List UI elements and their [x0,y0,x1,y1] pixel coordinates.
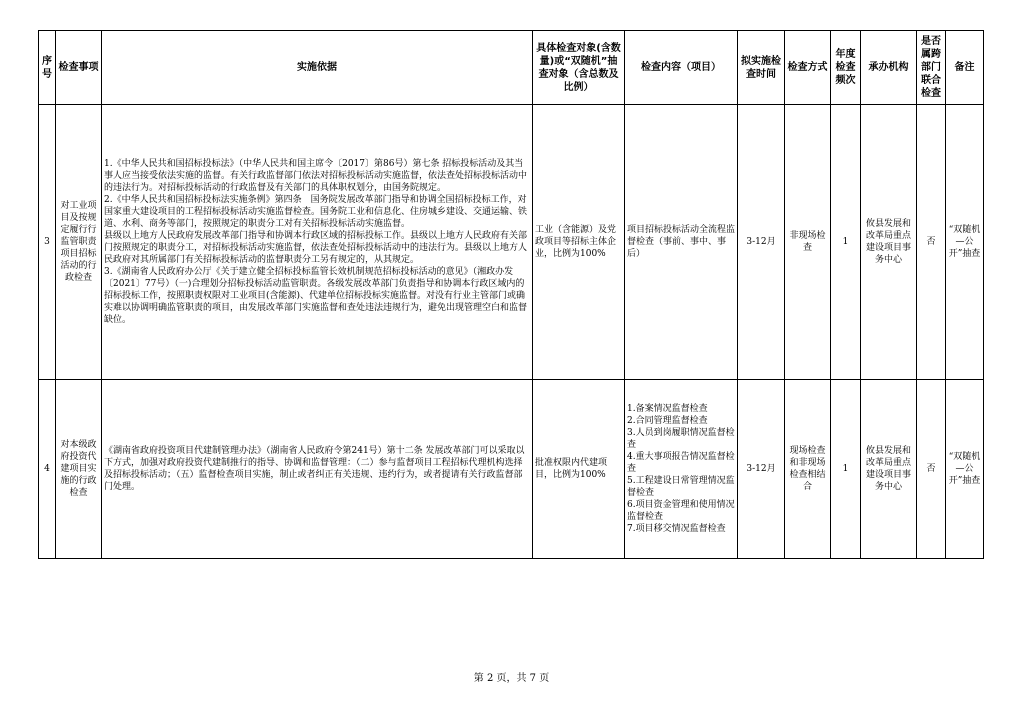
header-item: 检查事项 [56,31,102,105]
row-org: 攸县发展和改革局重点建设项目事务中心 [861,380,917,559]
content-item: 1.备案情况监督检查 [627,404,708,414]
header-row [39,31,984,105]
row-freq: 1 [831,105,861,380]
content-item: 5.工程建设日常管理情况监督检查 [627,476,735,498]
content-item: 7.项目移交情况监督检查 [627,524,726,534]
row-time: 3-12月 [738,380,785,559]
row-object: 工业（含能源）及党政项目等招标主体企业，比例为100% [533,105,625,380]
header-basis: 实施依据 [102,31,533,105]
row-freq: 1 [831,380,861,559]
content-item: 6.项目资金管理和使用情况监督检查 [627,500,735,522]
basis-paragraph: 2.《中华人民共和国招标投标法实施条例》第四条 国务院发展改革部门指导和协调全国招标投标工作，对国家重大建设项目的工程招标投标活动实施监督检查。国务院工业和信息化、住房城乡建设、交通运输、铁道、水利、商务等部门，按照规定的职责分工对有关招标投标活动实施监督。 [104,195,528,229]
row-note: “双随机—公开”抽查 [946,105,984,380]
table-row [39,105,984,380]
header-org: 承办机构 [861,31,917,105]
row-basis [102,105,533,380]
header-freq: 年度检查频次 [831,31,861,105]
header-method: 检查方式 [785,31,831,105]
row-method: 非现场检查 [785,105,831,380]
inspection-table [38,30,984,559]
row-seq: 4 [39,380,56,559]
row-seq: 3 [39,105,56,380]
row-basis [102,380,533,559]
row-item: 对工业项目及按规定履行行监管职责项目招标活动的行政检查 [56,105,102,380]
page-footer: 第 2 页，共 7 页 [473,673,550,684]
row-time: 3-12月 [738,105,785,380]
row-joint: 否 [917,380,946,559]
header-content: 检查内容（项目） [625,31,738,105]
header-time: 拟实施检查时间 [738,31,785,105]
row-joint: 否 [917,105,946,380]
row-item: 对本级政府投资代建项目实施的行政检查 [56,380,102,559]
basis-paragraph: 《湖南省政府投资项目代建制管理办法》（湖南省人民政府令第241号）第十二条 发展改革部门可以采取以下方式，加强对政府投资代建制推行的指导、协调和监督管理：（二）参与监督项目工程招标代理机构选择及招标投标活动；（五）监督检查项目实施，制止或者纠正有关违规、违约行为，或者提请有关行政监督部门处理。 [104,446,525,492]
row-org: 攸县发展和改革局重点建设项目事务中心 [861,105,917,380]
basis-paragraph: 1.《中华人民共和国招标投标法》（中华人民共和国主席令〔2017〕第86号）第七条 招标投标活动及其当事人应当接受依法实施的监督。有关行政监督部门依法对招标投标活动实施监督，依法查处招标投标活动中的违法行为。对招标投标活动的行政监督及有关部门的具体职权划分，由国务院规定。 [104,159,528,193]
content-item: 3.人员到岗履职情况监督检查 [627,428,735,450]
basis-paragraph: 3.《湖南省人民政府办公厅《关于建立健全招标投标监管长效机制规范招标投标活动的意见》（湘政办发〔2021〕77号）（一)合理划分招标投标活动监管职责。各级发展改革部门负责指导和协调本行政区域内的招标投标工作，按照职责权限对工业项目(含能源)、代建单位招标投标实施监督。对没有行业主管部门或确实难以协调明确监管职责的项目，由发展改革部门实施监督和查处违法违规行为，避免出现管理空白和监督缺位。 [104,267,528,325]
content-item: 项目招标投标活动全流程监督检查（事前、事中、事后） [627,225,736,259]
header-seq: 序号 [39,31,56,105]
header-joint: 是否属跨部门联合检查 [917,31,946,105]
content-item: 2.合同管理监督检查 [627,416,708,426]
row-note: “双随机—公开”抽查 [946,380,984,559]
row-content [625,105,738,380]
header-note: 备注 [946,31,984,105]
row-object: 批准权限内代建项目，比例为100% [533,380,625,559]
content-item: 4.重大事项报告情况监督检查 [627,452,735,474]
basis-paragraph: 县级以上地方人民政府发展改革部门指导和协调本行政区域的招标投标工作。县级以上地方人民政府有关部门按照规定的职责分工，对招标投标活动实施监督，依法查处招标投标活动中的违法行为。县级以上地方人民政府对其所属部门有关招标投标活动的监督职责分工另有规定的，从其规定。 [104,231,528,265]
row-content [625,380,738,559]
row-method: 现场检查和非现场检查相结合 [785,380,831,559]
header-object: 具体检查对象(含数量)或“双随机”抽查对象（含总数及比例） [533,31,625,105]
table-row [39,380,984,559]
